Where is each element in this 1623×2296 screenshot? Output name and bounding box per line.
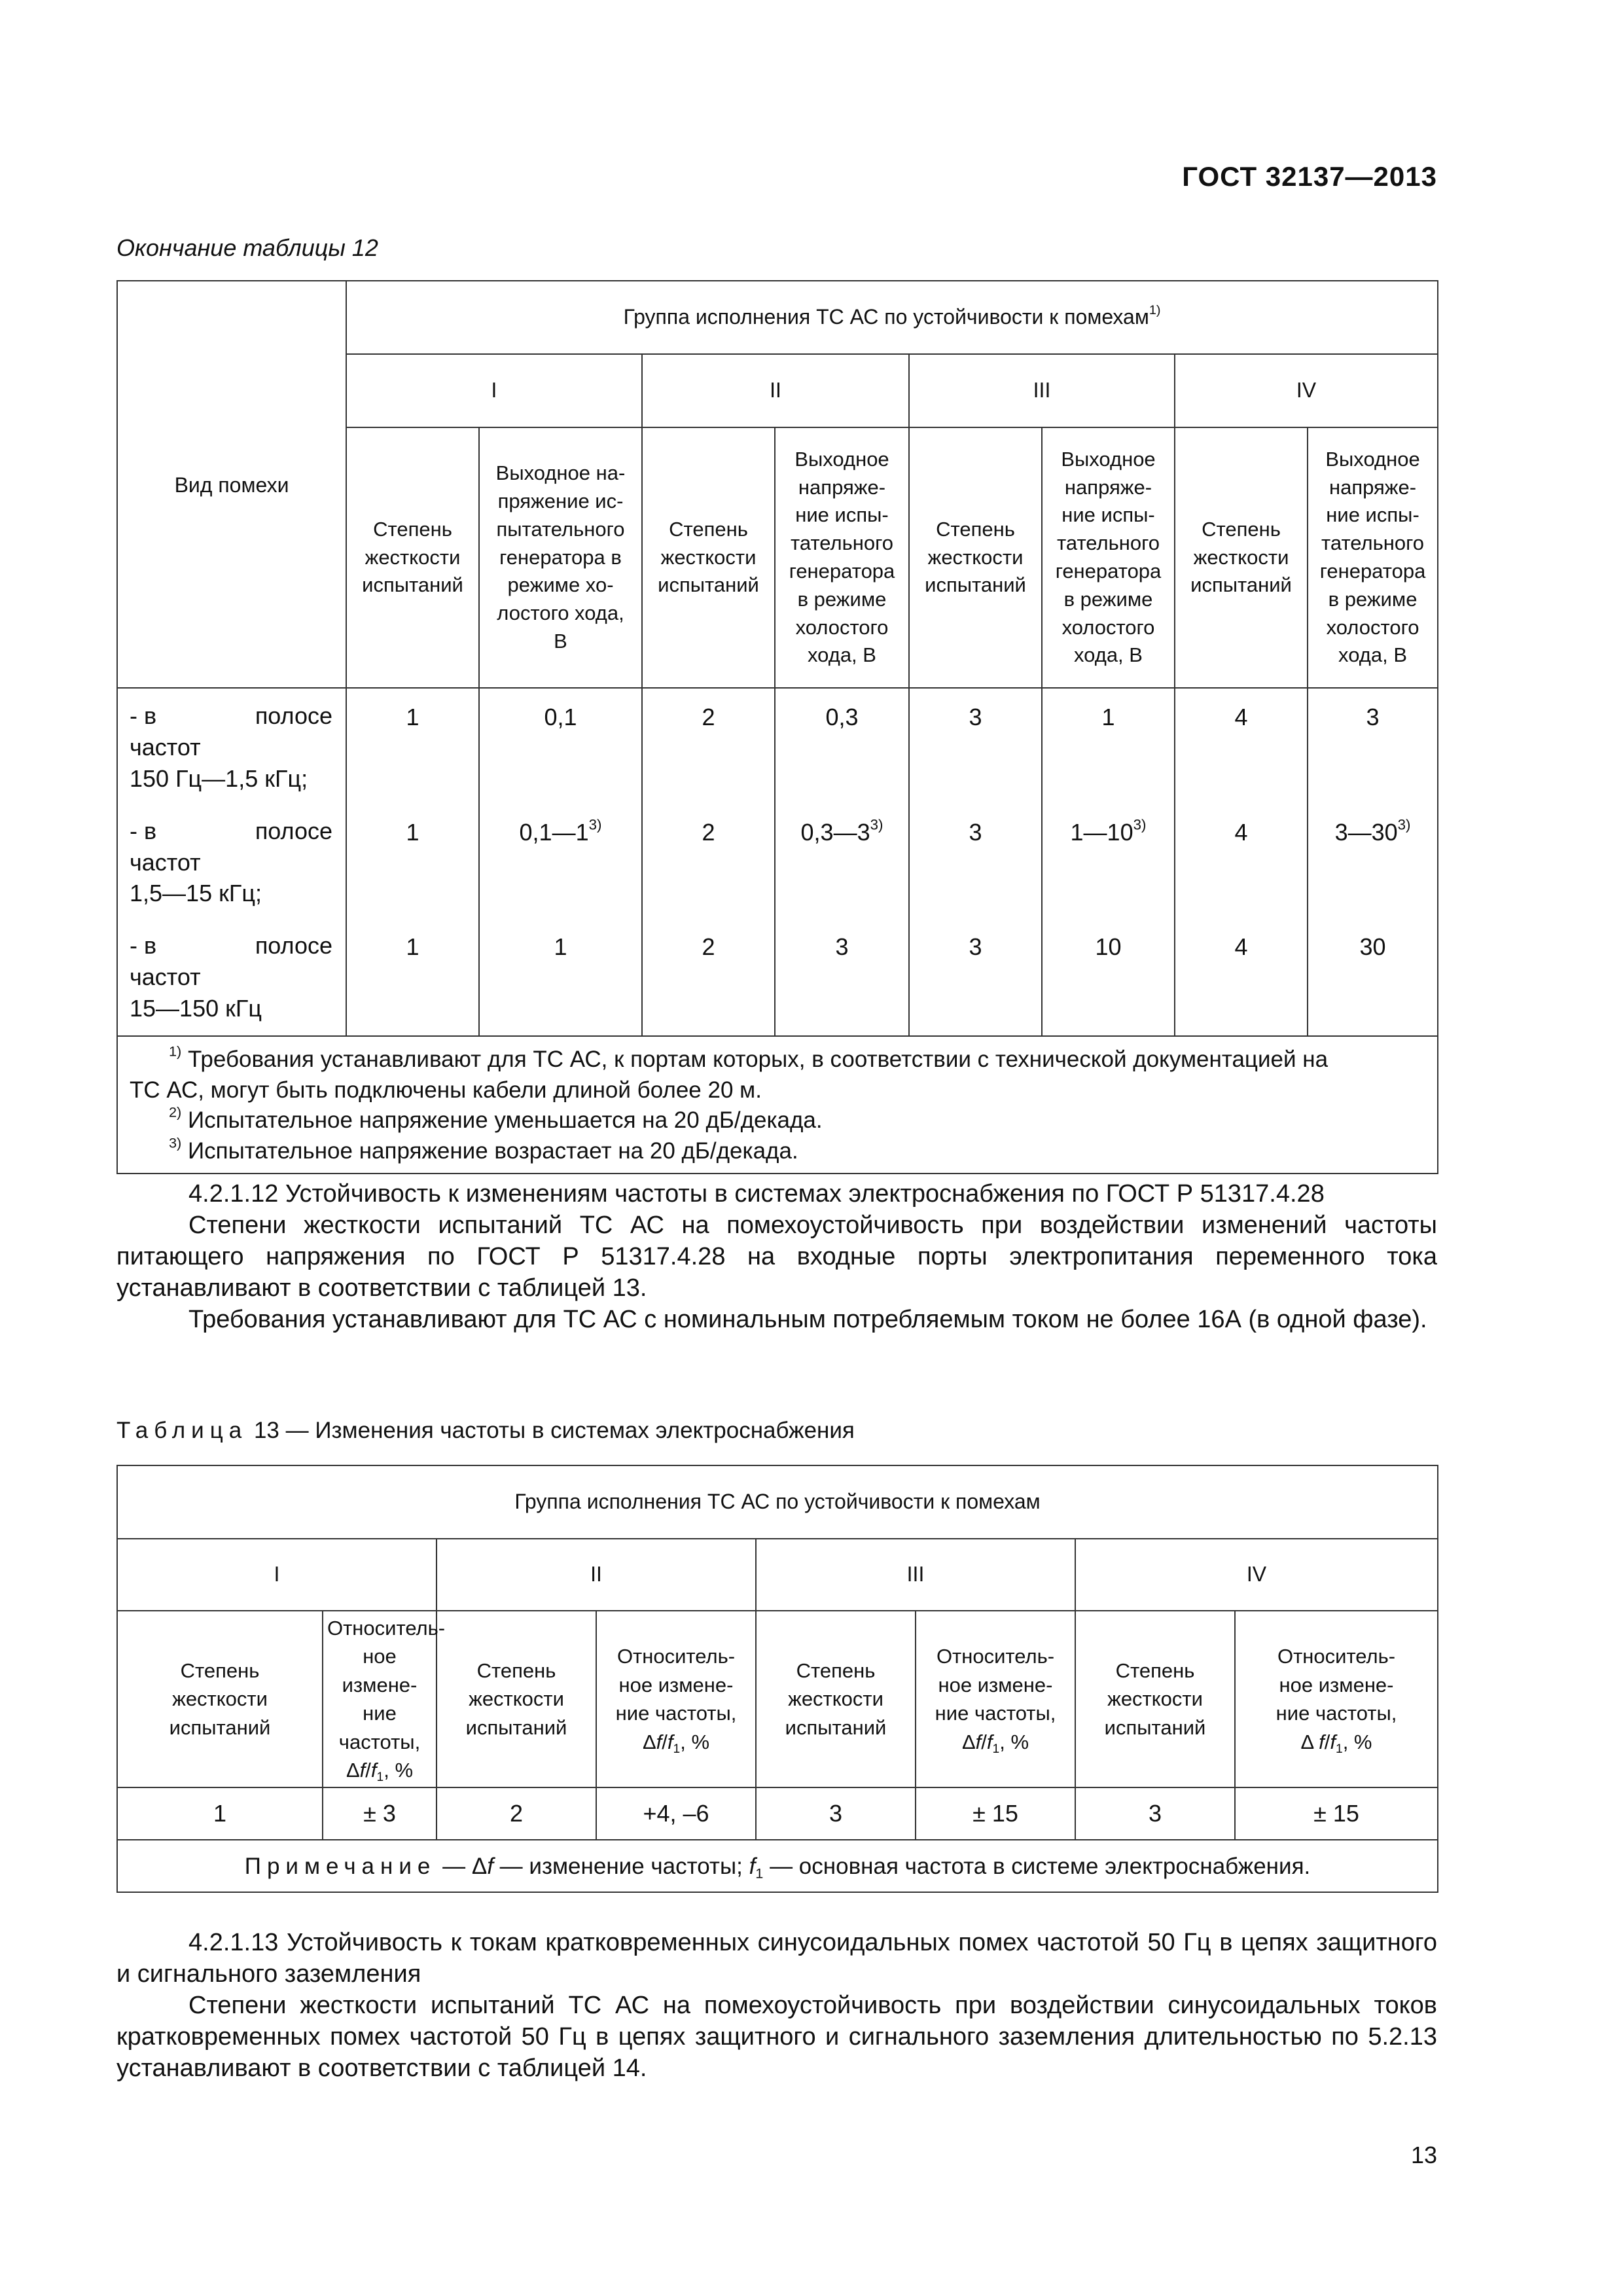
degree-header: Степень жесткости испытаний [1075, 1611, 1235, 1787]
relative-change-header: Относитель- ное измене- ние частоты, $\Delta f/f_1$, % [916, 1611, 1075, 1787]
value-cell: 10 [1042, 918, 1175, 1036]
paragraph: Степени жесткости испытаний ТС АС на помехоустойчивость при воздействии синусоидальных токов кратковременных помех частотой 50 Гц в цепях защитного и сигнального заземления длительностью по 5.2.13 устанавливают в соответствии с таблицей 14. [116, 1992, 1437, 2082]
value-cell: ± 15 [1235, 1787, 1438, 1840]
relative-change-header: Относитель- ное измене- ние частоты, $\Delta f/f_1$, % [323, 1611, 437, 1787]
value-cell: 0,3—3$^{3)}$ [775, 804, 909, 919]
footnote-2: $^{2)}$ Испытательное напряжение уменьшается на 20 дБ/декада. [169, 1104, 823, 1134]
value-cell: 1 [346, 688, 479, 804]
document-code: ГОСТ 32137—2013 [1182, 161, 1437, 192]
voltage-header: Выходное напряже- ние испы- тательного генератора в режиме холостого хода, В [775, 427, 909, 688]
group-I-header: I [346, 354, 642, 427]
value-cell: 4 [1175, 688, 1308, 804]
voltage-header: Выходное напряже- ние испы- тательного генератора в режиме холостого хода, В [1042, 427, 1175, 688]
value-cell: 30 [1308, 918, 1438, 1036]
interference-type: - в полосе частот 15—150 кГц [117, 918, 346, 1036]
value-cell: 3 [909, 918, 1042, 1036]
footnote-3: $^{3)}$ Испытательное напряжение возрастает на 20 дБ/декада. [169, 1134, 798, 1164]
group-header: Группа исполнения ТС АС по устойчивости к помехам [117, 1465, 1438, 1539]
value-cell: 0,1—1$^{3)}$ [479, 804, 642, 919]
section-heading: 4.2.1.13 Устойчивость к токам кратковременных синусоидальных помех частотой 50 Гц в цепях защитного и сигнального заземления [116, 1929, 1437, 1988]
group-header: Группа исполнения ТС АС по устойчивости к помехам$^{1)}$ [346, 281, 1438, 354]
degree-header: Степень жесткости испытаний [756, 1611, 916, 1787]
value-cell: 0,1 [479, 688, 642, 804]
relative-change-header: Относитель- ное измене- ние частоты, Δ $f/f_1$, % [1235, 1611, 1438, 1787]
paragraph: Степени жесткости испытаний ТС АС на помехоустойчивость при воздействии изменений частоты питающего напряжения по ГОСТ Р 51317.4.28 на входные порты электропитания переменного тока устанавливают в соответствии с таблицей 13. [116, 1211, 1437, 1302]
value-cell: 2 [437, 1787, 596, 1840]
section-4-2-1-13 [116, 1927, 1437, 2084]
page-number: 13 [1410, 2142, 1437, 2168]
table-13 [116, 1465, 1438, 1893]
table-row [117, 804, 1438, 919]
value-cell: 3 [756, 1787, 916, 1840]
value-cell: ± 15 [916, 1787, 1075, 1840]
group-II-header: II [642, 354, 909, 427]
column-header-interference-type: Вид помехи [117, 281, 346, 688]
degree-header: Степень жесткости испытаний [346, 427, 479, 688]
value-cell: 1 [346, 918, 479, 1036]
value-cell: 1 [1042, 688, 1175, 804]
value-cell: ± 3 [323, 1787, 437, 1840]
group-IV-header: IV [1075, 1539, 1438, 1611]
table-13-title: Таблица 13 — Изменения частоты в системах электроснабжения [116, 1418, 855, 1443]
footnote-1-continued: ТС АС, могут быть подключены кабели длиной более 20 м. [130, 1077, 762, 1103]
value-cell: 3—30$^{3)}$ [1308, 804, 1438, 919]
footnote-1: $^{1)}$ Требования устанавливают для ТС АС, к портам которых, в соответствии с технической документацией на [169, 1043, 1329, 1073]
value-cell: 2 [642, 688, 775, 804]
value-cell: 3 [1075, 1787, 1235, 1840]
degree-header: Степень жесткости испытаний [117, 1611, 323, 1787]
table-13-note: Примечание — Δf — изменение частоты; $f_1$ — основная частота в системе электроснабжения. [117, 1840, 1438, 1892]
table-row [117, 1787, 1438, 1840]
value-cell: 1—10$^{3)}$ [1042, 804, 1175, 919]
value-cell: 1 [479, 918, 642, 1036]
degree-header: Степень жесткости испытаний [642, 427, 775, 688]
degree-header: Степень жесткости испытаний [909, 427, 1042, 688]
value-cell: 1 [117, 1787, 323, 1840]
value-cell: +4, –6 [596, 1787, 756, 1840]
paragraph: Требования устанавливают для ТС АС с номинальным потребляемым током не более 16А (в одной фазе). [188, 1306, 1427, 1333]
table-row [117, 688, 1438, 804]
value-cell: 3 [909, 688, 1042, 804]
value-cell: 4 [1175, 804, 1308, 919]
value-cell: 3 [1308, 688, 1438, 804]
group-II-header: II [437, 1539, 756, 1611]
group-III-header: III [756, 1539, 1075, 1611]
value-cell: 1 [346, 804, 479, 919]
table-12-caption: Окончание таблицы 12 [116, 234, 378, 261]
group-I-header: I [117, 1539, 437, 1611]
value-cell: 0,3 [775, 688, 909, 804]
value-cell: 2 [642, 804, 775, 919]
table-12-footnotes [117, 1036, 1438, 1174]
table-12 [116, 280, 1438, 1174]
interference-type: - в полосе частот 1,5—15 кГц; [117, 804, 346, 919]
relative-change-header: Относитель- ное измене- ние частоты, $\Delta f/f_1$, % [596, 1611, 756, 1787]
section-4-2-1-12 [116, 1178, 1437, 1335]
group-III-header: III [909, 354, 1175, 427]
interference-type: - в полосе частот 150 Гц—1,5 кГц; [117, 688, 346, 804]
group-IV-header: IV [1175, 354, 1438, 427]
value-cell: 4 [1175, 918, 1308, 1036]
degree-header: Степень жесткости испытаний [437, 1611, 596, 1787]
value-cell: 3 [909, 804, 1042, 919]
section-heading: 4.2.1.12 Устойчивость к изменениям частоты в системах электроснабжения по ГОСТ Р 51317.4.28 [188, 1180, 1325, 1208]
voltage-header: Выходное на- пряжение ис- пытательного генератора в режиме хо- лостого хода, В [479, 427, 642, 688]
degree-header: Степень жесткости испытаний [1175, 427, 1308, 688]
table-row [117, 918, 1438, 1036]
value-cell: 3 [775, 918, 909, 1036]
voltage-header: Выходное напряже- ние испы- тательного генератора в режиме холостого хода, В [1308, 427, 1438, 688]
value-cell: 2 [642, 918, 775, 1036]
